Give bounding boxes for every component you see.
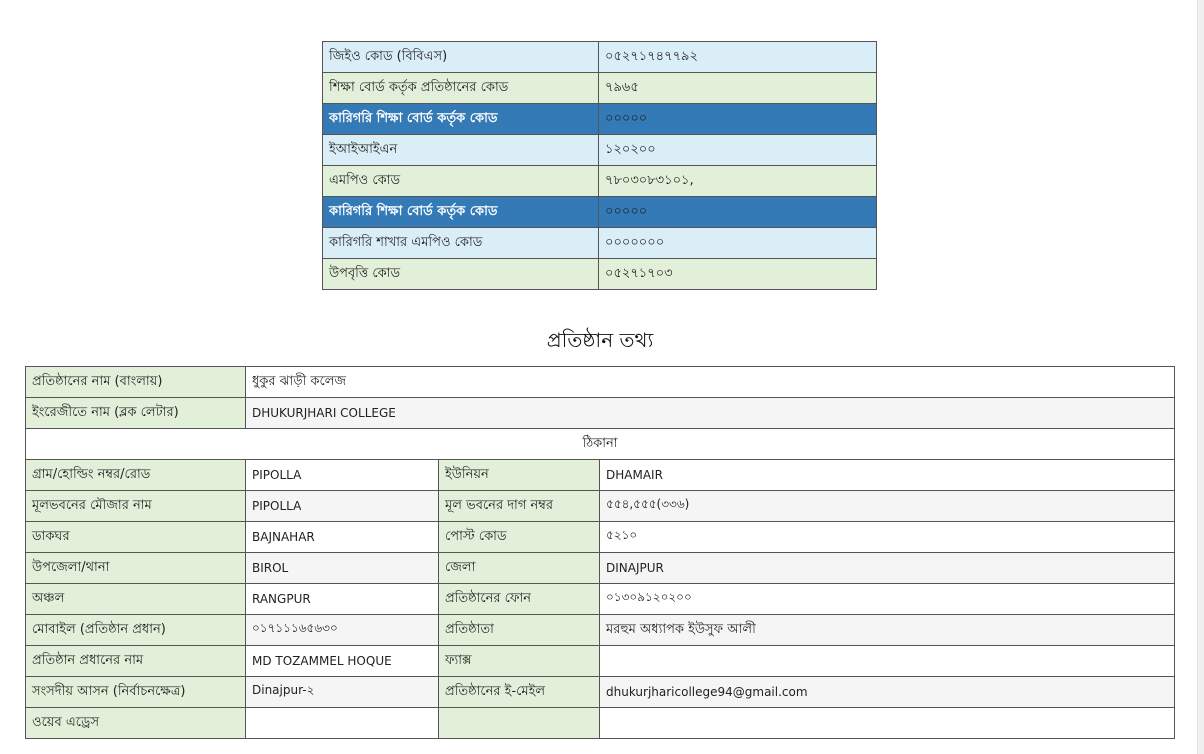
code-label: জিইও কোড (বিবিএস) xyxy=(323,42,599,73)
field-label: প্রতিষ্ঠানের ই-মেইল xyxy=(439,677,600,708)
field-label: ডাকঘর xyxy=(26,522,246,553)
code-value: ৭৮০৩০৮৩১০১, xyxy=(599,166,877,197)
code-value: ০০০০০০০ xyxy=(599,228,877,259)
field-value: MD TOZAMMEL HOQUE xyxy=(246,646,439,677)
table-row xyxy=(26,584,1175,615)
table-row xyxy=(26,553,1175,584)
field-value: dhukurjharicollege94@gmail.com xyxy=(600,677,1175,708)
code-value: ৭৯৬৫ xyxy=(599,73,877,104)
field-value: PIPOLLA xyxy=(246,491,439,522)
code-label: কারিগরি শাখার এমপিও কোড xyxy=(323,228,599,259)
field-label: উপজেলা/থানা xyxy=(26,553,246,584)
table-row xyxy=(323,228,877,259)
field-label: ইউনিয়ন xyxy=(439,460,600,491)
address-header: ঠিকানা xyxy=(26,429,1175,460)
field-value: BIROL xyxy=(246,553,439,584)
field-label xyxy=(439,708,600,739)
field-value: Dinajpur-২ xyxy=(246,677,439,708)
table-row xyxy=(323,73,877,104)
table-row xyxy=(323,104,877,135)
code-label: কারিগরি শিক্ষা বোর্ড কর্তৃক কোড xyxy=(323,104,599,135)
field-label: প্রতিষ্ঠাতা xyxy=(439,615,600,646)
code-label: ইআইআইএন xyxy=(323,135,599,166)
field-value: ৫২১০ xyxy=(600,522,1175,553)
field-value: PIPOLLA xyxy=(246,460,439,491)
table-row xyxy=(26,708,1175,739)
field-label: গ্রাম/হোল্ডিং নম্বর/রোড xyxy=(26,460,246,491)
code-label: এমপিও কোড xyxy=(323,166,599,197)
field-label: ফ্যাক্স xyxy=(439,646,600,677)
field-label: মোবাইল (প্রতিষ্ঠান প্রধান) xyxy=(26,615,246,646)
code-value: ০০০০০ xyxy=(599,197,877,228)
code-label: শিক্ষা বোর্ড কর্তৃক প্রতিষ্ঠানের কোড xyxy=(323,73,599,104)
table-row xyxy=(26,429,1175,460)
table-row xyxy=(323,166,877,197)
code-value: ১২০২০০ xyxy=(599,135,877,166)
table-row xyxy=(323,259,877,290)
field-label: মূল ভবনের দাগ নম্বর xyxy=(439,491,600,522)
code-value: ০৫২৭১৭০৩ xyxy=(599,259,877,290)
name-bangla-value: ধুকুর ঝাড়ী কলেজ xyxy=(246,367,1175,398)
field-value: ৫৫৪,৫৫৫(৩৩৬) xyxy=(600,491,1175,522)
code-label: উপবৃত্তি কোড xyxy=(323,259,599,290)
code-value: ০৫২৭১৭৪৭৭৯২ xyxy=(599,42,877,73)
name-english-label: ইংরেজীতে নাম (ব্লক লেটার) xyxy=(26,398,246,429)
code-label: কারিগরি শিক্ষা বোর্ড কর্তৃক কোড xyxy=(323,197,599,228)
table-row xyxy=(26,677,1175,708)
table-row xyxy=(26,646,1175,677)
code-value: ০০০০০ xyxy=(599,104,877,135)
field-label: পোস্ট কোড xyxy=(439,522,600,553)
field-label: প্রতিষ্ঠানের ফোন xyxy=(439,584,600,615)
field-value: DHAMAIR xyxy=(600,460,1175,491)
table-row xyxy=(323,135,877,166)
table-row xyxy=(26,367,1175,398)
field-value: DINAJPUR xyxy=(600,553,1175,584)
field-label: প্রতিষ্ঠান প্রধানের নাম xyxy=(26,646,246,677)
field-value: RANGPUR xyxy=(246,584,439,615)
institution-info-table xyxy=(25,366,1175,739)
field-label: অঞ্চল xyxy=(26,584,246,615)
field-label: ওয়েব এড্রেস xyxy=(26,708,246,739)
table-row xyxy=(26,615,1175,646)
table-row xyxy=(26,460,1175,491)
field-value xyxy=(246,708,439,739)
table-row xyxy=(323,197,877,228)
table-row xyxy=(26,398,1175,429)
field-label: সংসদীয় আসন (নির্বাচনক্ষেত্র) xyxy=(26,677,246,708)
table-row xyxy=(26,522,1175,553)
field-value xyxy=(600,646,1175,677)
field-label: জেলা xyxy=(439,553,600,584)
table-row xyxy=(323,42,877,73)
field-label: মূলভবনের মৌজার নাম xyxy=(26,491,246,522)
field-value: ০১৭১১১৬৫৬৩০ xyxy=(246,615,439,646)
field-value: ০১৩০৯১২০২০০ xyxy=(600,584,1175,615)
field-value: BAJNAHAR xyxy=(246,522,439,553)
scrollbar-track[interactable] xyxy=(1197,0,1204,754)
codes-table xyxy=(322,41,877,290)
field-value: মরহুম অধ্যাপক ইউসুফ আলী xyxy=(600,615,1175,646)
name-bangla-label: প্রতিষ্ঠানের নাম (বাংলায়) xyxy=(26,367,246,398)
name-english-value: DHUKURJHARI COLLEGE xyxy=(246,398,1175,429)
field-value xyxy=(600,708,1175,739)
section-title: প্রতিষ্ঠান তথ্য xyxy=(546,328,654,352)
table-row xyxy=(26,491,1175,522)
